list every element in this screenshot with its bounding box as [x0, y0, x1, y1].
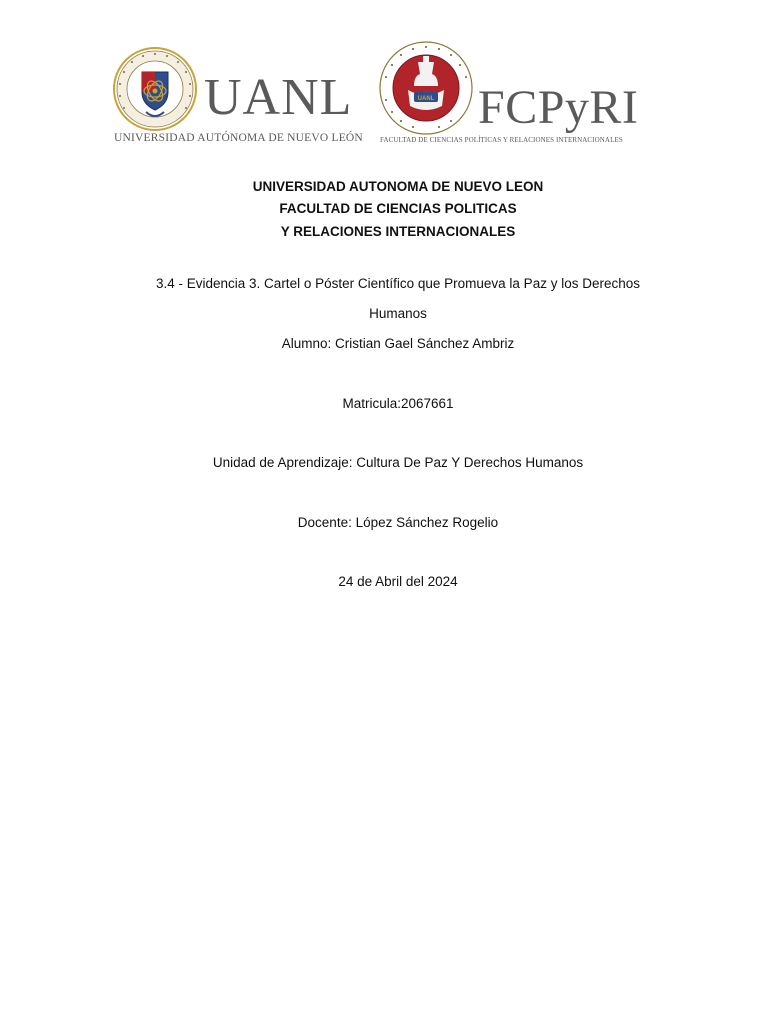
svg-text:UANL: UANL: [417, 96, 435, 102]
faculty-name-line1: FACULTAD DE CIENCIAS POLITICAS: [279, 201, 517, 216]
uanl-logo: [112, 40, 362, 150]
faculty-name-line2: Y RELACIONES INTERNACIONALES: [280, 224, 516, 239]
teacher-name: Docente: López Sánchez Rogelio: [297, 515, 499, 530]
fcpyri-logo: [378, 40, 654, 150]
course-name: Unidad de Aprendizaje: Cultura De Paz Y Derechos Humanos: [212, 455, 584, 470]
fcpyri-seal-icon: [378, 40, 474, 136]
enrollment-number: Matricula:2067661: [342, 396, 454, 411]
uanl-seal-icon: [112, 46, 198, 132]
submission-date: 24 de Abril del 2024: [338, 574, 458, 589]
uanl-wordmark: UANL: [204, 69, 353, 126]
assignment-title-line2: Humanos: [369, 306, 427, 321]
institution-name: UNIVERSIDAD AUTONOMA DE NUEVO LEON: [252, 179, 544, 194]
student-name: Alumno: Cristian Gael Sánchez Ambriz: [281, 336, 515, 351]
fcpyri-wordmark: FCPyRI: [478, 81, 639, 134]
uanl-subtitle: UNIVERSIDAD AUTÓNOMA DE NUEVO LEÓN: [114, 132, 363, 144]
fcpyri-subtitle: FACULTAD DE CIENCIAS POLÍTICAS Y RELACIONES INTERNACIONALES: [380, 136, 623, 144]
assignment-title-line1: 3.4 - Evidencia 3. Cartel o Póster Científico que Promueva la Paz y los Derechos: [156, 276, 640, 291]
